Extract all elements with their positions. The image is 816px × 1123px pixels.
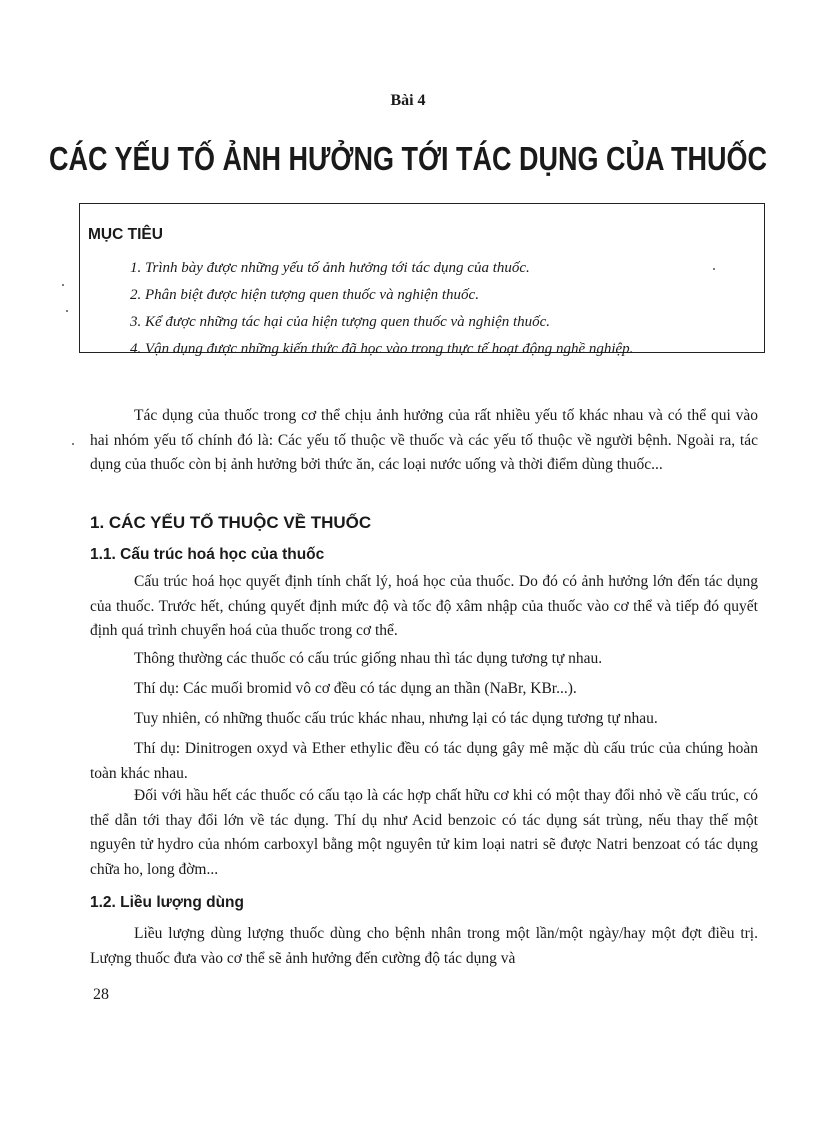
objectives-list <box>130 258 633 366</box>
intro-paragraph: Tác dụng của thuốc trong cơ thể chịu ảnh hưởng của rất nhiều yếu tố khác nhau và có thể qui vào hai nhóm yếu tố chính đó là: Các yếu tố thuộc về thuốc và các yếu tố thuộc về người bệnh. Ngoài ra, tác dụng của thuốc còn bị ảnh hưởng bởi thức ăn, các loại nước uống và thời điểm dùng thuốc... <box>90 407 758 473</box>
scan-speck <box>713 268 715 270</box>
objective-item: 1. Trình bày được những yếu tố ảnh hưởng tới tác dụng của thuốc. <box>130 260 530 276</box>
objectives-box <box>79 203 765 357</box>
paragraph: Thông thường các thuốc có cấu trúc giống nhau thì tác dụng tương tự nhau. <box>134 650 603 667</box>
objectives-heading: MỤC TIÊU <box>88 226 163 243</box>
subsection-heading: 1.1. Cấu trúc hoá học của thuốc <box>90 546 325 563</box>
objective-item: 2. Phân biệt được hiện tượng quen thuốc và nghiện thuốc. <box>130 287 479 303</box>
paragraph: Cấu trúc hoá học quyết định tính chất lý, hoá học của thuốc. Do đó có ảnh hưởng lớn đến tác dụng của thuốc. Trước hết, chúng quyết định mức độ và tốc độ xâm nhập của thuốc vào cơ thể và tiếp đó quyết định quá trình chuyển hoá của thuốc trong cơ thể. <box>90 573 758 639</box>
chapter-title: CÁC YẾU TỐ ẢNH HƯỞNG TỚI TÁC DỤNG CỦA THUỐC <box>49 140 767 178</box>
paragraph: Thí dụ: Dinitrogen oxyd và Ether ethylic đều có tác dụng gây mê mặc dù cấu trúc của chúng hoàn toàn khác nhau. <box>90 740 758 782</box>
section-heading: 1. CÁC YẾU TỐ THUỘC VỀ THUỐC <box>90 513 372 532</box>
subsection-heading: 1.2. Liều lượng dùng <box>90 894 244 911</box>
scan-speck <box>72 443 74 445</box>
objective-item: 3. Kể được những tác hại của hiện tượng quen thuốc và nghiện thuốc. <box>130 314 551 330</box>
paragraph: Thí dụ: Các muối bromid vô cơ đều có tác dụng an thần (NaBr, KBr...). <box>134 680 577 697</box>
paragraph: Liều lượng dùng lượng thuốc dùng cho bệnh nhân trong một lần/một ngày/hay một đợt điều trị. Lượng thuốc đưa vào cơ thể sẽ ảnh hưởng đến cường độ tác dụng và <box>90 925 758 967</box>
page-number: 28 <box>93 986 109 1003</box>
objective-item: 4. Vận dụng được những kiến thức đã học vào trong thực tế hoạt động nghề nghiệp. <box>130 341 634 357</box>
lesson-label: Bài 4 <box>390 92 426 109</box>
scan-speck <box>62 284 64 286</box>
paragraph: Đối với hầu hết các thuốc có cấu tạo là các hợp chất hữu cơ khi có một thay đổi nhỏ về cấu trúc, có thể dẫn tới thay đổi lớn về tác dụng. Thí dụ như Acid benzoic có tác dụng sát trùng, nếu thay thế một nguyên tử hydro của nhóm carboxyl bằng một nguyên tử kim loại natri sẽ được Natri benzoat có tác dụng chữa ho, long đờm... <box>90 787 758 878</box>
scan-speck <box>66 310 68 312</box>
paragraph: Tuy nhiên, có những thuốc cấu trúc khác nhau, nhưng lại có tác dụng tương tự nhau. <box>134 710 658 727</box>
